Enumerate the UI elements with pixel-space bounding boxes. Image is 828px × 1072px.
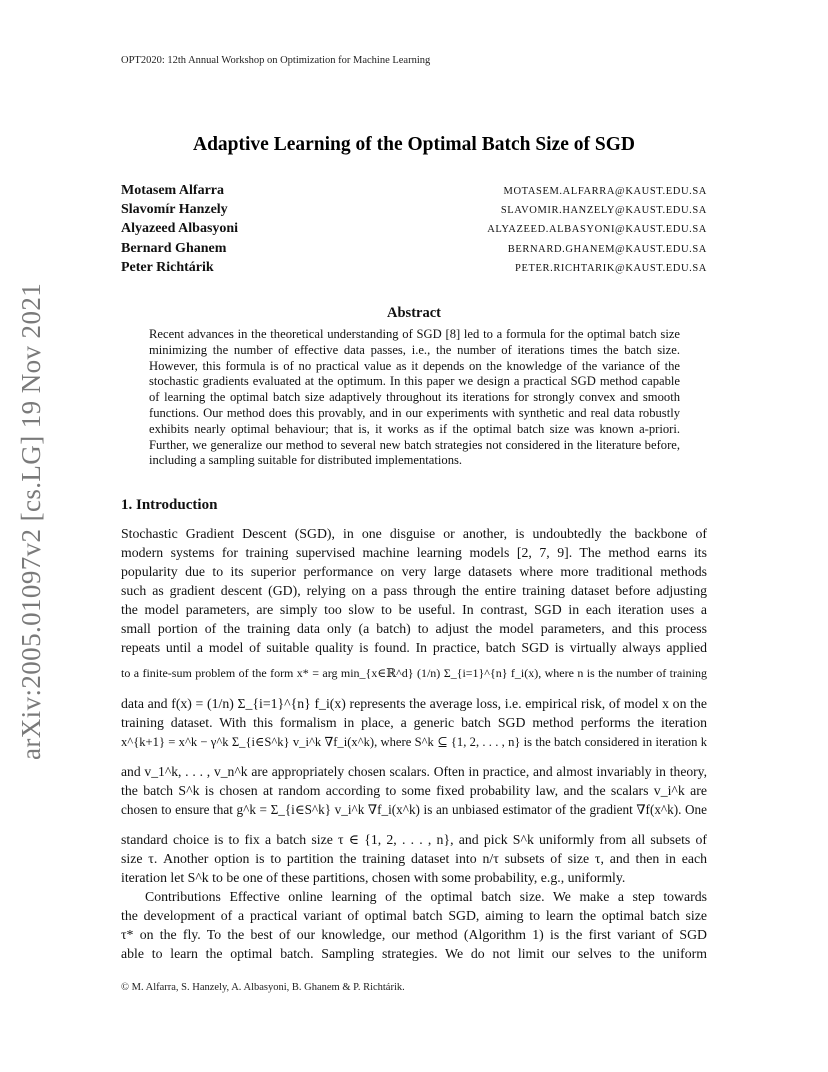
body-line: chosen to ensure that g^k = Σ_{i∈S^k} v_i^k ∇f_i(x^k) is an unbiased estimator of the gradient ∇f(x^k). One bbox=[121, 802, 707, 817]
author-block bbox=[121, 183, 707, 279]
body-line: iteration let S^k to be one of these partitions, chosen with some probability, e.g., uniformly. bbox=[121, 870, 626, 885]
author-name: Slavomír Hanzely bbox=[121, 202, 228, 218]
author-email[interactable]: MOTASEM.ALFARRA@KAUST.EDU.SA bbox=[503, 186, 707, 197]
section-heading-introduction: 1. Introduction bbox=[121, 497, 218, 513]
body-line: Stochastic Gradient Descent (SGD), in one disguise or another, is undoubtedly the backbone of bbox=[121, 526, 707, 541]
body-line: able to learn the optimal batch. Sampling strategies. We do not limit our selves to the uniform bbox=[121, 946, 707, 961]
body-line: τ* on the fly. To the best of our knowledge, our method (Algorithm 1) is the first variant of SGD bbox=[121, 927, 707, 942]
abstract-heading: Abstract bbox=[387, 305, 441, 321]
author-row bbox=[121, 202, 707, 221]
arxiv-stamp: arXiv:2005.01097v2 [cs.LG] 19 Nov 2021 bbox=[16, 282, 46, 760]
body-line: repeats until a model of suitable quality is found. In practice, batch SGD is virtually always applied bbox=[121, 640, 707, 655]
body-line: popularity due to its superior performance on very large datasets where more traditional methods bbox=[121, 564, 707, 579]
body-line: to a finite-sum problem of the form x* = arg min_{x∈ℝ^d} (1/n) Σ_{i=1}^{n} f_i(x), where n is the number of training bbox=[121, 666, 707, 680]
author-row bbox=[121, 241, 707, 260]
author-row bbox=[121, 221, 707, 240]
author-email[interactable]: ALYAZEED.ALBASYONI@KAUST.EDU.SA bbox=[487, 224, 707, 236]
body-line: and v_1^k, . . . , v_n^k are appropriately chosen scalars. Often in practice, and almost invariably in theory, bbox=[121, 764, 707, 779]
body-line: modern systems for training supervised machine learning models [2, 7, 9]. The method earns its bbox=[121, 545, 707, 560]
author-name: Peter Richtárik bbox=[121, 259, 214, 275]
author-row bbox=[121, 260, 707, 279]
author-row bbox=[121, 183, 707, 202]
body-line: the development of a practical variant of optimal batch SGD, aiming to learn the optimal batch size bbox=[121, 908, 707, 923]
author-email[interactable]: BERNARD.GHANEM@KAUST.EDU.SA bbox=[507, 243, 707, 255]
body-line: the batch S^k is chosen at random according to some fixed probability law, and the scalars v_i^k are bbox=[121, 783, 707, 798]
body-line: size τ. Another option is to partition the training dataset into n/τ subsets of size τ, and then in each bbox=[121, 851, 707, 866]
author-name: Motasem Alfarra bbox=[121, 183, 225, 198]
body-line: data and f(x) = (1/n) Σ_{i=1}^{n} f_i(x) represents the average loss, i.e. empirical risk, of model x on the bbox=[121, 696, 707, 711]
copyright-footer: © M. Alfarra, S. Hanzely, A. Albasyoni, B. Ghanem & P. Richtárik. bbox=[121, 982, 405, 993]
body-line: such as gradient descent (GD), relying on a pass through the entire training dataset before adjusting bbox=[121, 583, 707, 598]
paper-title: Adaptive Learning of the Optimal Batch Size of SGD bbox=[193, 134, 635, 155]
body-line: standard choice is to fix a batch size τ ∈ {1, 2, . . . , n}, and pick S^k uniformly from all subsets of bbox=[121, 832, 707, 847]
body-line: small portion of the training data only (a batch) to adjust the model parameters, and this process bbox=[121, 621, 707, 636]
body-line: training dataset. With this formalism in place, a generic batch SGD method performs the iteration bbox=[121, 715, 707, 730]
author-email[interactable]: PETER.RICHTARIK@KAUST.EDU.SA bbox=[515, 262, 707, 274]
introduction-body bbox=[121, 526, 707, 965]
body-line: x^{k+1} = x^k − γ^k Σ_{i∈S^k} v_i^k ∇f_i(x^k), where S^k ⊆ {1, 2, . . . , n} is the batch considered in iteration k bbox=[121, 735, 707, 749]
body-line: Contributions Effective online learning of the optimal batch size. We make a step towards bbox=[145, 889, 707, 904]
abstract-text: Recent advances in the theoretical understanding of SGD [8] led to a formula for the optimal batch size minimizing the number of effective data passes, i.e., the number of iterations times the batch size. However, this formula is of no practical value as it depends on the knowledge of the variance of the stochastic gradients evaluated at the optimum. In this paper we design a practical SGD method capable of learning the optimal batch size adaptively throughout its iterations for strongly convex and smooth functions. Our method does this provably, and in our experiments with synthetic and real data robustly exhibits nearly optimal behaviour; that is, it works as if the optimal batch size was known a-priori. Further, we generalize our method to several new batch strategies not considered in the literature before, including a sampling suitable for distributed implementations. bbox=[149, 327, 680, 468]
author-name: Bernard Ghanem bbox=[121, 240, 227, 256]
venue-header: OPT2020: 12th Annual Workshop on Optimization for Machine Learning bbox=[121, 55, 431, 66]
body-line: the model parameters, are simply too slow to be useful. In contrast, SGD in each iteration uses a bbox=[121, 602, 707, 617]
author-email[interactable]: SLAVOMIR.HANZELY@KAUST.EDU.SA bbox=[500, 205, 707, 217]
author-name: Alyazeed Albasyoni bbox=[121, 221, 239, 237]
